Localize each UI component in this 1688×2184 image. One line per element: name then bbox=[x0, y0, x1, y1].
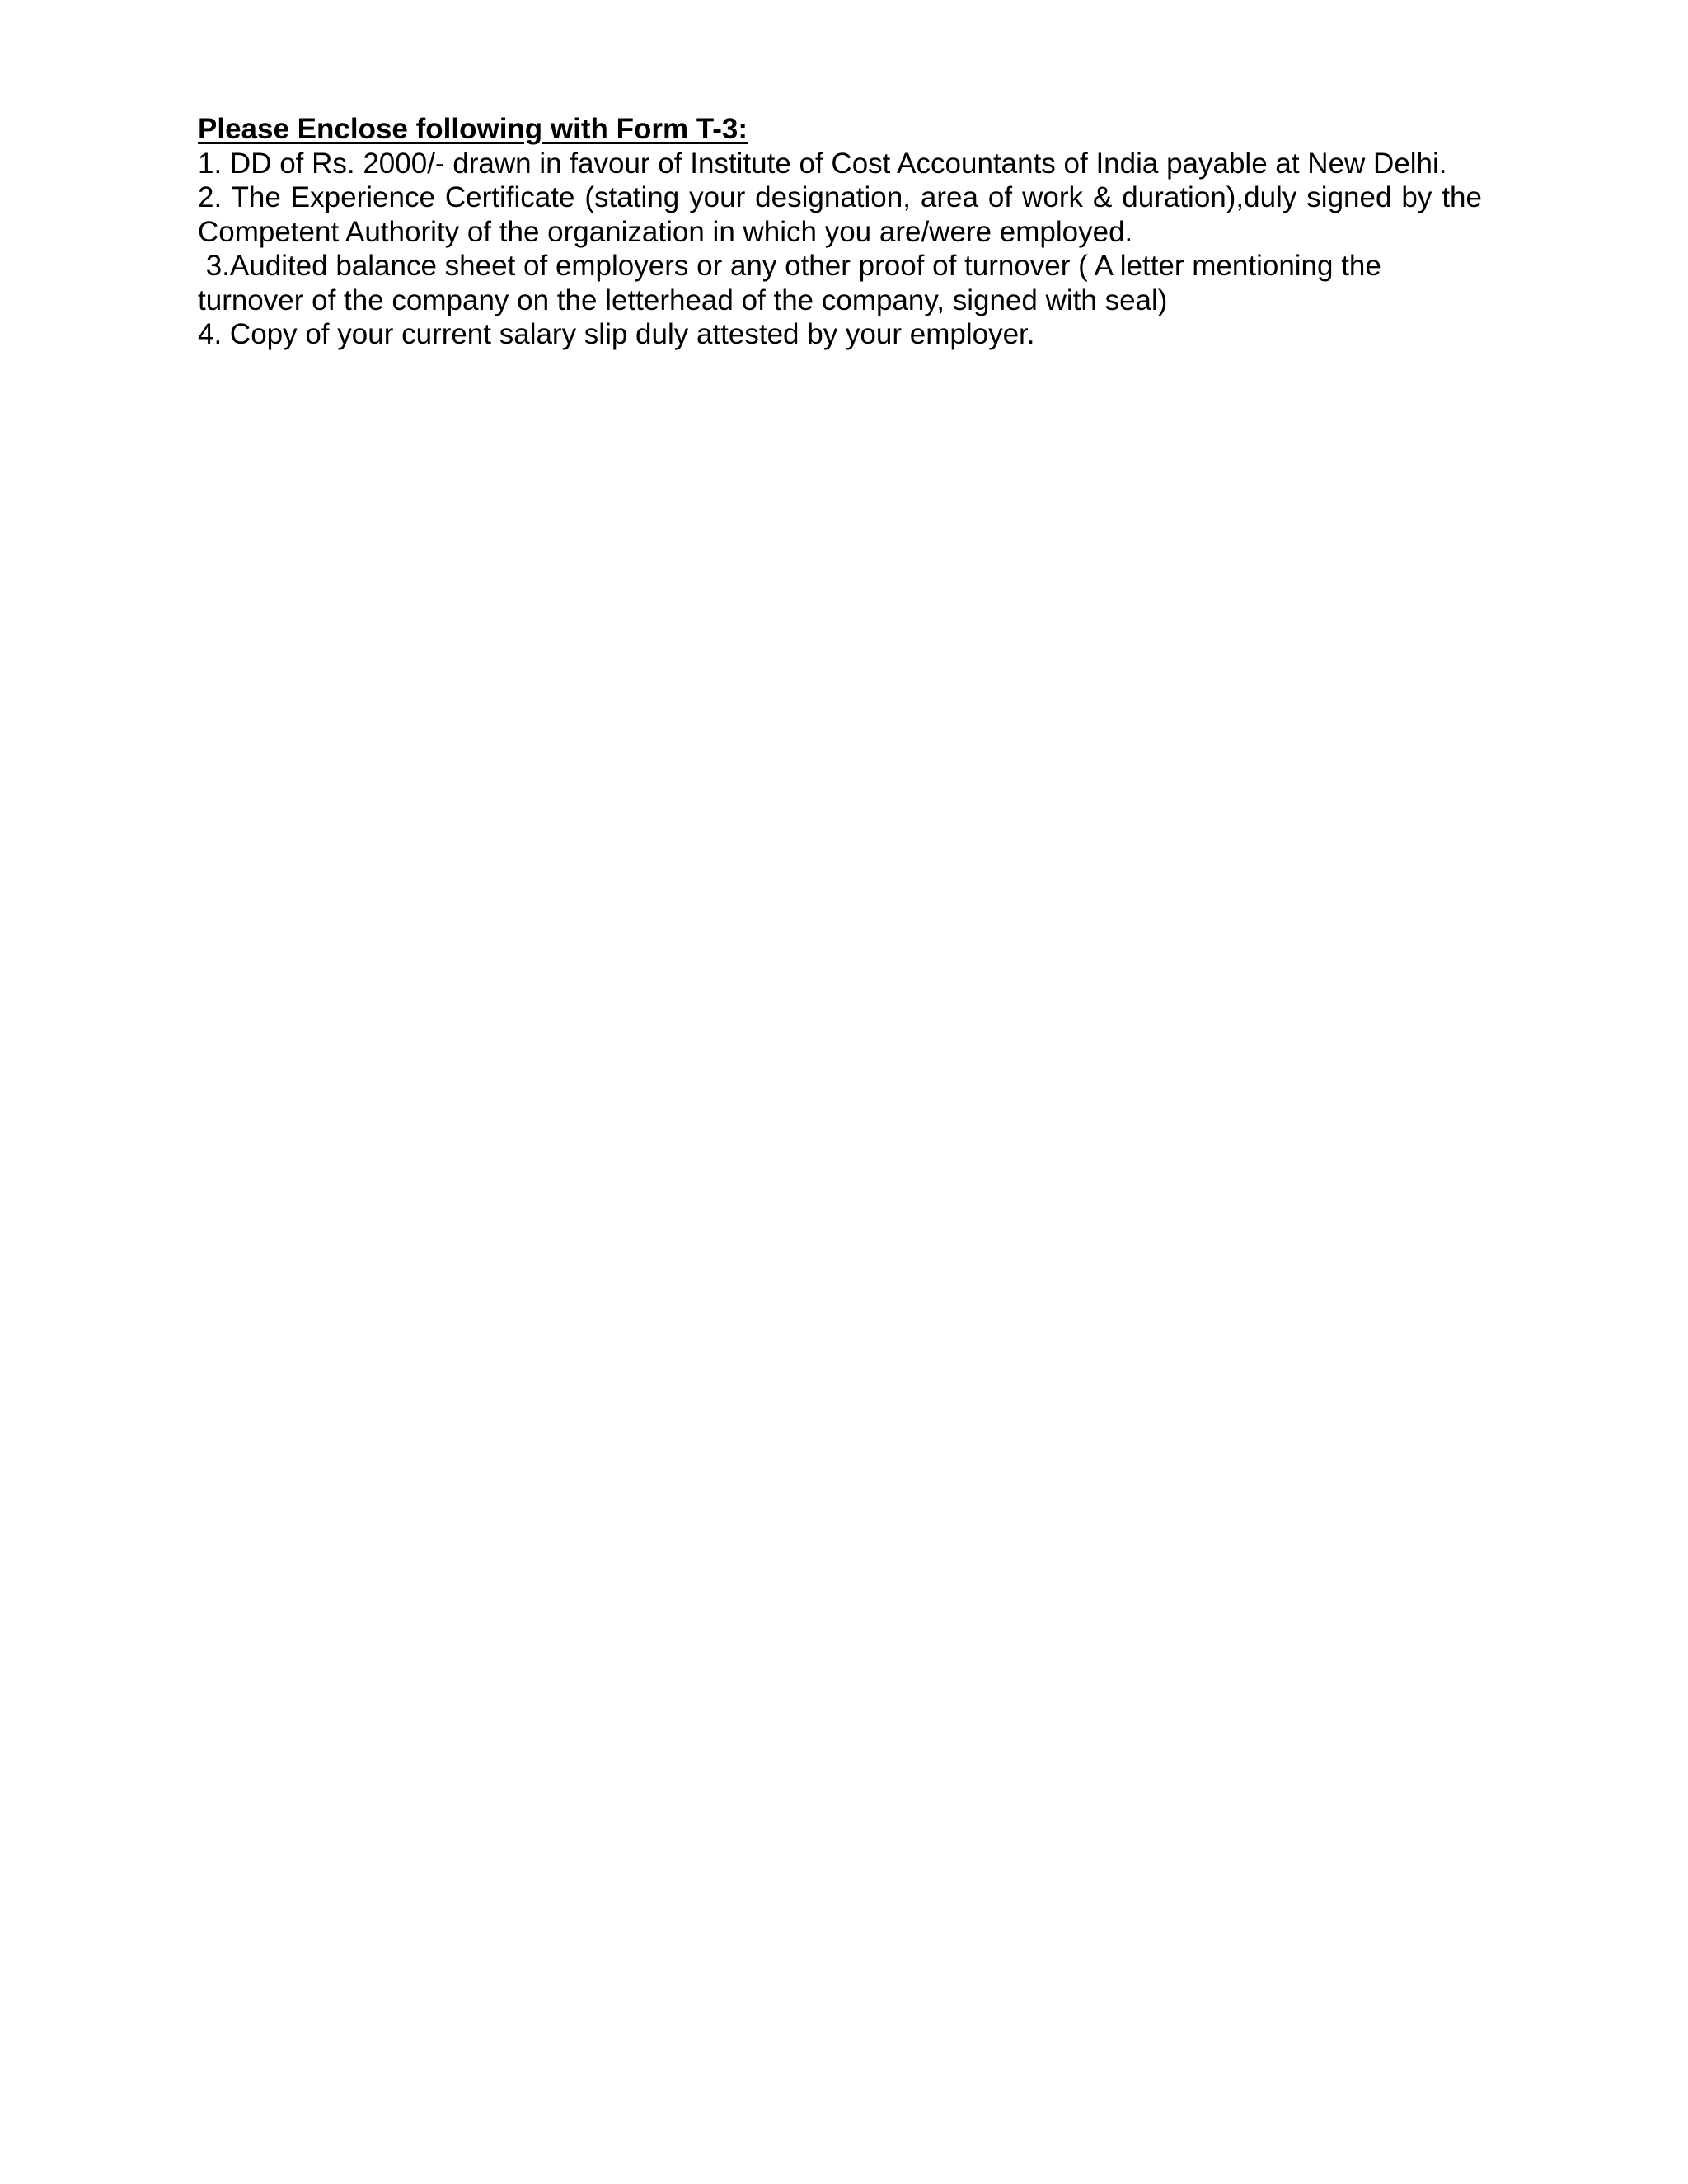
enclosure-item-3: 3.Audited balance sheet of employers or any other proof of turnover ( A letter mentioning the turnover of the company on the letterhead of the company, signed with seal) bbox=[198, 250, 1390, 316]
enclosure-item-2: 2. The Experience Certificate (stating your designation, area of work & duration),duly signed by the Competent Authority of the organization in which you are/were employed. bbox=[198, 181, 1482, 248]
enclosure-item-1: 1. DD of Rs. 2000/- drawn in favour of Institute of Cost Accountants of India payable at New Delhi. bbox=[198, 147, 1447, 180]
enclosure-heading: Please Enclose following with Form T-3: bbox=[198, 113, 748, 145]
enclosure-instructions bbox=[198, 112, 1482, 352]
enclosure-item-4: 4. Copy of your current salary slip duly attested by your employer. bbox=[198, 318, 1035, 350]
